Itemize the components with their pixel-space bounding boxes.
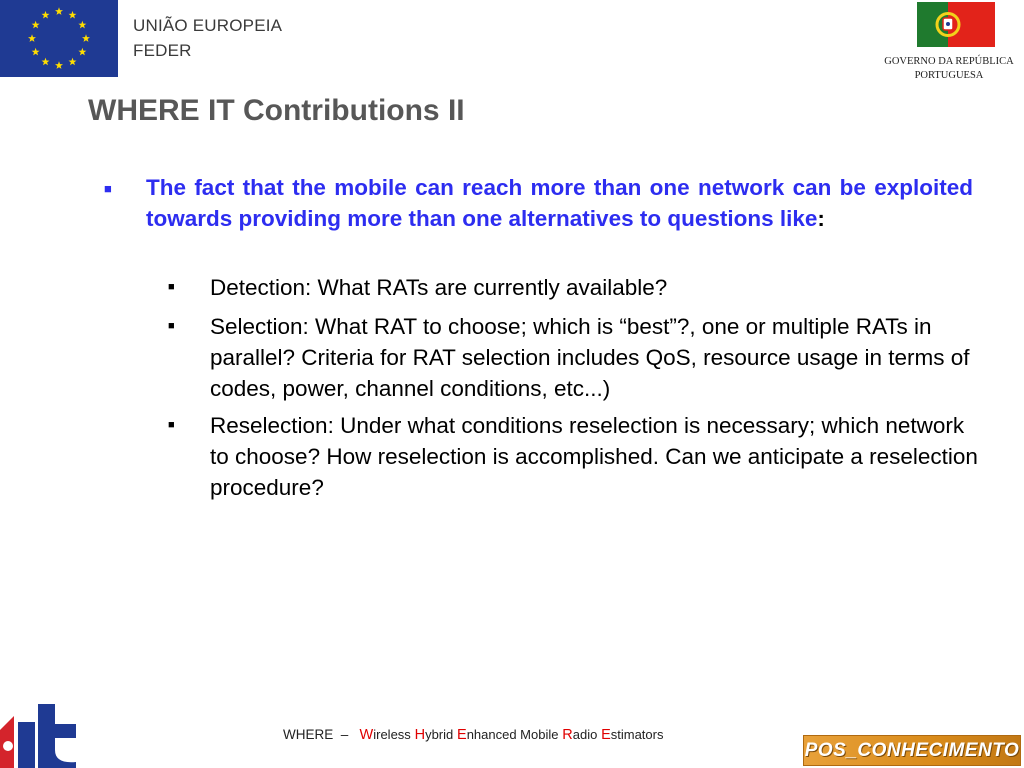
government-caption-line1: GOVERNO DA REPÚBLICA: [884, 56, 1014, 67]
bullet-square-icon: ■: [168, 320, 175, 332]
acronym-rest-w: ireless: [373, 727, 411, 742]
footer-dash: –: [340, 727, 349, 742]
bullet-square-icon: ■: [168, 281, 175, 293]
acronym-initial-w: W: [359, 727, 374, 743]
it-institute-logo: [0, 702, 80, 768]
main-bullet: [146, 172, 973, 234]
eu-flag-logo: [0, 0, 118, 77]
slide-title: WHERE IT Contributions II: [88, 94, 465, 127]
bullet-square-icon: ■: [104, 181, 112, 196]
pos-conhecimento-logo: [803, 735, 1021, 766]
sub-bullet-detection: Detection: What RATs are currently available?: [210, 275, 668, 300]
footer-project-name: WHERE: [283, 727, 334, 742]
footer-project-text: [283, 727, 663, 743]
government-caption: [874, 55, 1024, 83]
main-bullet-text: The fact that the mobile can reach more than one network can be exploited towards providing more than one alternatives to questions like: [146, 175, 973, 231]
pos-conhecimento-logo-text: POS_CONHECIMENTO: [804, 739, 1020, 761]
sub-bullet-reselection: Reselection: Under what conditions reselection is necessary; which network to choose? How reselection is accomplished. Can we anticipate a reselection procedure?: [210, 413, 978, 500]
eu-label: UNIÃO EUROPEIA: [133, 16, 283, 35]
acronym-rest-e: nhanced Mobile: [466, 727, 559, 742]
portugal-flag-logo: [917, 2, 995, 47]
acronym-initial-r: R: [562, 727, 573, 743]
acronym-initial-e: E: [457, 727, 467, 743]
feder-label: FEDER: [133, 41, 192, 60]
bullet-square-icon: ■: [168, 419, 175, 431]
main-bullet-colon: :: [817, 206, 825, 231]
acronym-rest-r: adio: [572, 727, 598, 742]
government-caption-line2: PORTUGUESA: [914, 70, 984, 81]
acronym-initial-h: H: [414, 727, 426, 743]
acronym-initial-e2: E: [601, 727, 611, 743]
acronym-rest-e2: stimators: [610, 727, 664, 742]
sub-bullet-selection: Selection: What RAT to choose; which is “best”?, one or multiple RATs in parallel? Criteria for RAT selection includes QoS, resource usage in terms of codes, power, channel conditions, etc...): [210, 314, 970, 401]
acronym-rest-h: ybrid: [425, 727, 454, 742]
